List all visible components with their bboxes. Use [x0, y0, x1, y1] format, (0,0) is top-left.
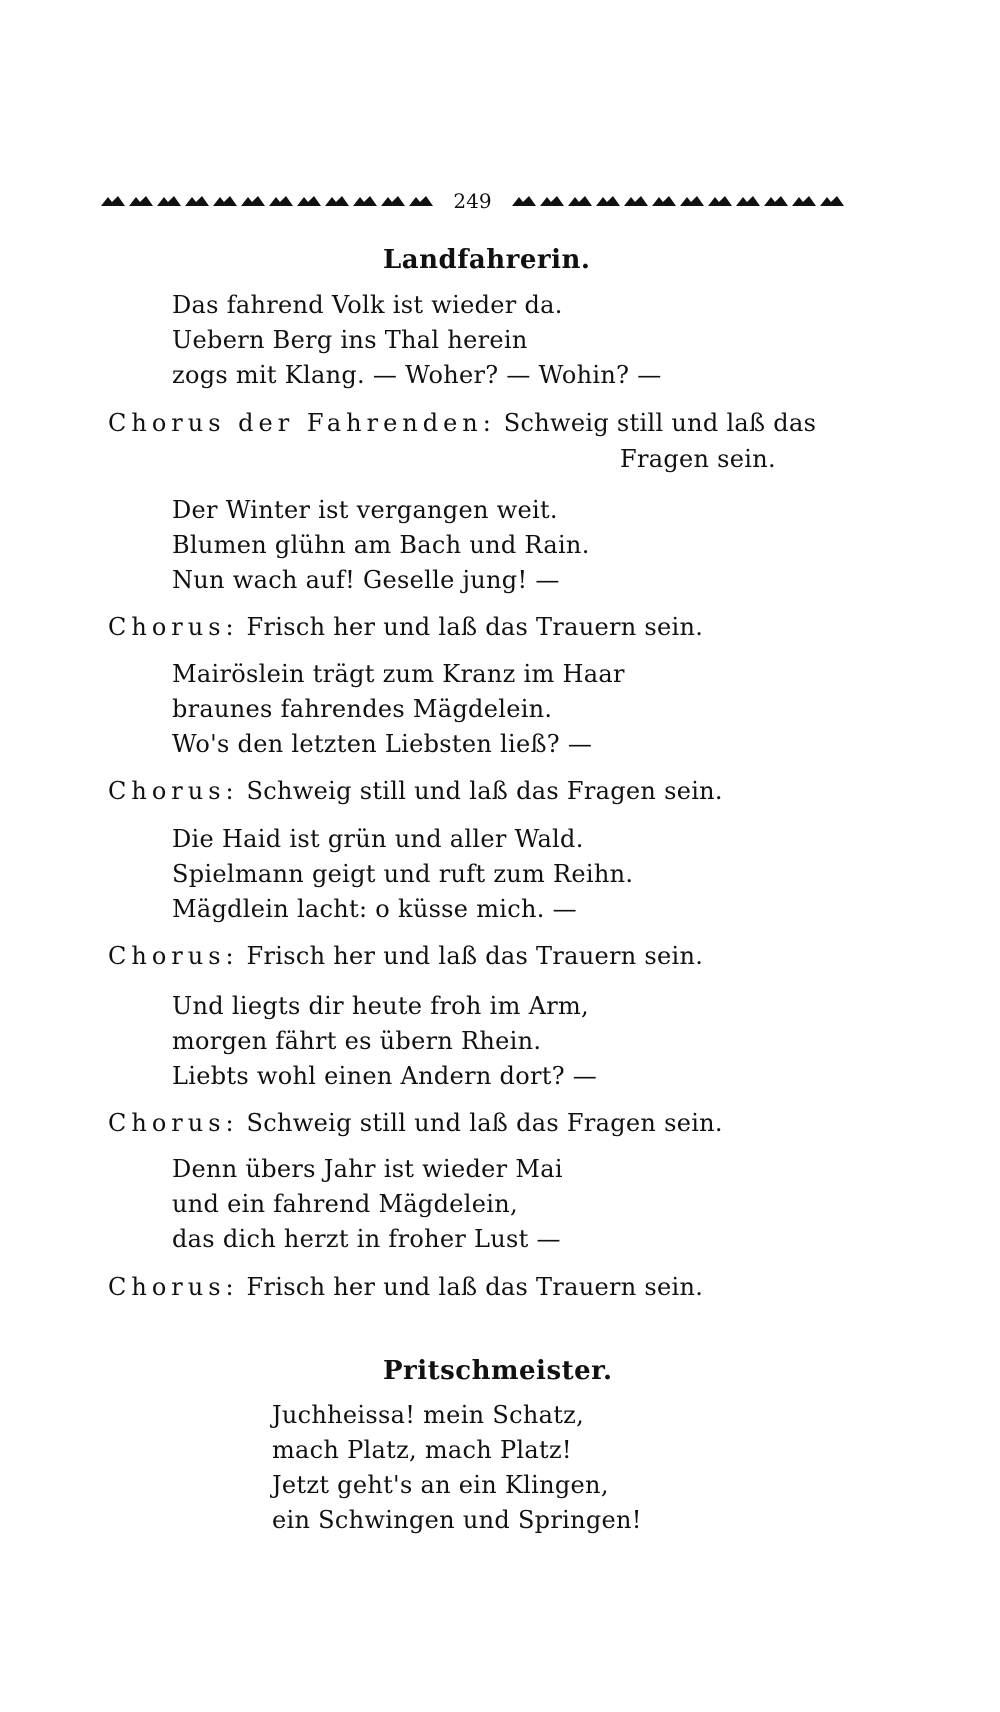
- verse-line: Mairöslein trägt zum Kranz im Haar: [172, 660, 625, 688]
- ornament-icon: [380, 194, 406, 208]
- verse-line: mach Platz, mach Platz!: [272, 1436, 572, 1464]
- chorus-line: [108, 1109, 723, 1137]
- ornament-icon: [651, 194, 677, 208]
- page-header: [100, 186, 845, 216]
- ornament-icon: [212, 194, 238, 208]
- verse-line: das dich herzt in froher Lust —: [172, 1225, 561, 1253]
- verse-line: Blumen glühn am Bach und Rain.: [172, 531, 590, 559]
- chorus-text: Frisch her und laß das Trauern sein.: [246, 942, 704, 970]
- chorus-line: [108, 777, 723, 805]
- verse-line: Liebts wohl einen Andern dort? —: [172, 1062, 598, 1090]
- verse-line: Wo's den letzten Liebsten ließ? —: [172, 730, 593, 758]
- chorus-line: [108, 409, 816, 437]
- verse-line: und ein fahrend Mägdelein,: [172, 1190, 518, 1218]
- verse-line: Jetzt geht's an ein Klingen,: [272, 1471, 609, 1499]
- chorus-text: Schweig still und laß das Fragen sein.: [246, 777, 723, 805]
- chorus-label: Chorus:: [108, 1273, 239, 1301]
- chorus-label: Chorus:: [108, 777, 239, 805]
- verse-line: braunes fahrendes Mägdelein.: [172, 695, 553, 723]
- ornament-icon: [156, 194, 182, 208]
- ornament-icon: [623, 194, 649, 208]
- ornament-icon: [296, 194, 322, 208]
- chorus-text: Frisch her und laß das Trauern sein.: [246, 1273, 704, 1301]
- ornament-icon: [100, 194, 126, 208]
- ornament-icon: [511, 194, 537, 208]
- verse-line: Mägdlein lacht: o küsse mich. —: [172, 895, 577, 923]
- ornament-icon: [819, 194, 845, 208]
- verse-line: Juchheissa! mein Schatz,: [272, 1401, 585, 1429]
- ornament-icon: [408, 194, 434, 208]
- chorus-continuation: Fragen sein.: [620, 445, 776, 473]
- verse-line: ein Schwingen und Springen!: [272, 1506, 642, 1534]
- verse-line: Nun wach auf! Geselle jung! —: [172, 566, 560, 594]
- ornament-icon: [539, 194, 565, 208]
- chorus-text: Schweig still und laß das Fragen sein.: [246, 1109, 723, 1137]
- section-title-landfahrerin: Landfahrerin.: [383, 245, 591, 275]
- ornament-icon: [791, 194, 817, 208]
- ornament-icon: [679, 194, 705, 208]
- verse-line: Denn übers Jahr ist wieder Mai: [172, 1155, 563, 1183]
- ornament-icon: [595, 194, 621, 208]
- chorus-text: Frisch her und laß das Trauern sein.: [246, 613, 704, 641]
- ornament-icon: [128, 194, 154, 208]
- verse-line: Spielmann geigt und ruft zum Reihn.: [172, 860, 634, 888]
- chorus-label: Chorus:: [108, 1109, 239, 1137]
- verse-line: morgen fährt es übern Rhein.: [172, 1027, 542, 1055]
- header-ornament-left: [100, 194, 434, 208]
- verse-line: zogs mit Klang. — Woher? — Wohin? —: [172, 361, 662, 389]
- chorus-label: Chorus:: [108, 613, 239, 641]
- chorus-text: Schweig still und laß das: [503, 409, 817, 437]
- ornament-icon: [324, 194, 350, 208]
- chorus-line: [108, 613, 703, 641]
- ornament-icon: [352, 194, 378, 208]
- section-title-pritschmeister: Pritschmeister.: [383, 1356, 613, 1386]
- header-ornament-right: [511, 194, 845, 208]
- ornament-icon: [268, 194, 294, 208]
- verse-line: Der Winter ist vergangen weit.: [172, 496, 558, 524]
- chorus-label: Chorus der Fahrenden:: [108, 409, 496, 437]
- chorus-label: Chorus:: [108, 942, 239, 970]
- verse-line: Die Haid ist grün und aller Wald.: [172, 825, 584, 853]
- verse-line: Uebern Berg ins Thal herein: [172, 326, 528, 354]
- ornament-icon: [763, 194, 789, 208]
- ornament-icon: [735, 194, 761, 208]
- ornament-icon: [240, 194, 266, 208]
- verse-line: Das fahrend Volk ist wieder da.: [172, 291, 563, 319]
- ornament-icon: [567, 194, 593, 208]
- page-number: 249: [453, 189, 492, 213]
- ornament-icon: [184, 194, 210, 208]
- verse-line: Und liegts dir heute froh im Arm,: [172, 992, 589, 1020]
- chorus-line: [108, 942, 703, 970]
- ornament-icon: [707, 194, 733, 208]
- chorus-line: [108, 1273, 703, 1301]
